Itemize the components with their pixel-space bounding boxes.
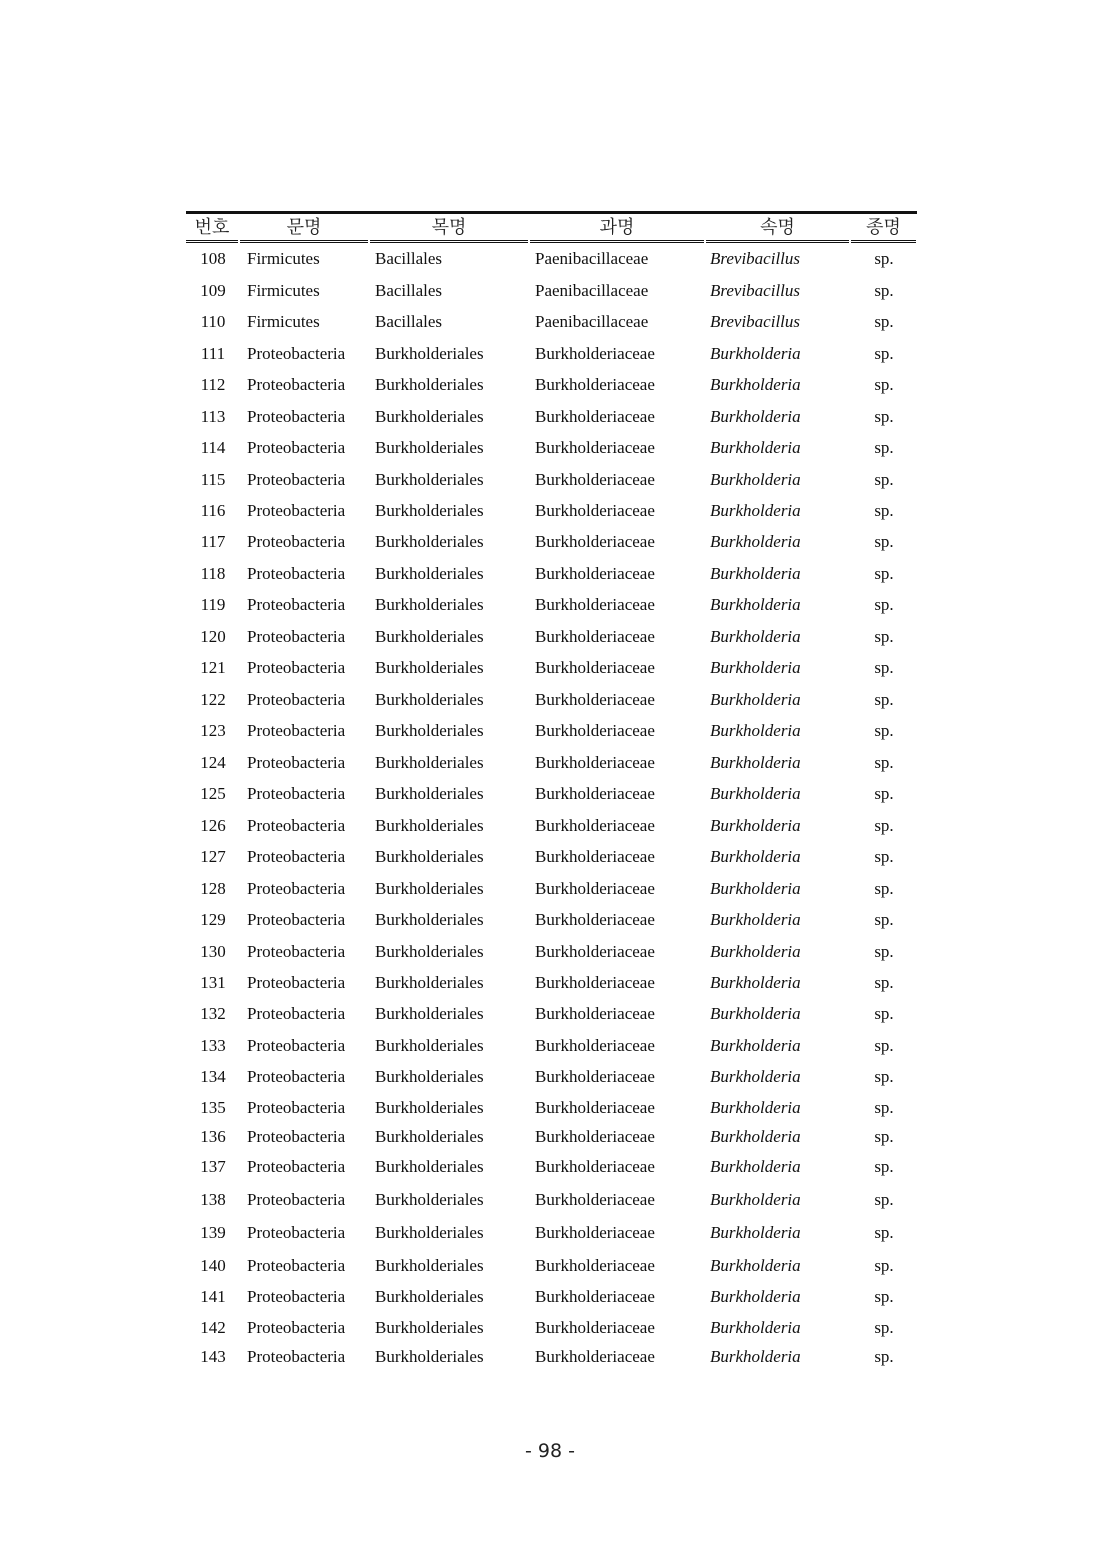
cell-family: Burkholderiaceae	[535, 469, 655, 489]
cell-phylum: Proteobacteria	[247, 847, 346, 867]
cell-number: 116	[200, 500, 226, 520]
table-row	[186, 999, 917, 1030]
table-row	[186, 527, 917, 558]
cell-order: Burkholderiales	[375, 626, 484, 646]
cell-number: 118	[200, 563, 226, 583]
cell-order: Burkholderiales	[375, 1004, 484, 1024]
cell-species: sp.	[874, 752, 894, 772]
cell-number: 132	[200, 1004, 226, 1024]
cell-genus: Burkholderia	[710, 973, 801, 993]
cell-phylum: Proteobacteria	[247, 1317, 346, 1337]
cell-genus: Brevibacillus	[710, 280, 801, 300]
table-row	[186, 558, 917, 589]
cell-family: Paenibacillaceae	[535, 280, 649, 300]
table-row	[186, 653, 917, 684]
cell-number: 137	[200, 1156, 226, 1176]
table-row	[186, 1313, 917, 1343]
cell-number: 124	[200, 752, 226, 772]
cell-order: Burkholderiales	[375, 878, 484, 898]
cell-number: 108	[200, 249, 226, 269]
cell-species: sp.	[874, 249, 894, 269]
cell-genus: Burkholderia	[710, 469, 801, 489]
cell-number: 110	[200, 312, 226, 332]
cell-family: Burkholderiaceae	[535, 815, 655, 835]
cell-family: Burkholderiaceae	[535, 438, 655, 458]
cell-species: sp.	[874, 721, 894, 741]
cell-family: Burkholderiaceae	[535, 343, 655, 363]
cell-genus: Burkholderia	[710, 941, 801, 961]
cell-order: Burkholderiales	[375, 1067, 484, 1087]
table-row	[186, 1122, 917, 1151]
cell-phylum: Proteobacteria	[247, 658, 346, 678]
cell-phylum: Proteobacteria	[247, 1004, 346, 1024]
cell-order: Burkholderiales	[375, 1223, 484, 1243]
cell-number: 138	[200, 1189, 226, 1209]
table-row	[186, 1093, 917, 1122]
header-species: 종명	[851, 214, 916, 243]
cell-phylum: Proteobacteria	[247, 1223, 346, 1243]
cell-genus: Burkholderia	[710, 815, 801, 835]
cell-species: sp.	[874, 1287, 894, 1307]
cell-species: sp.	[874, 784, 894, 804]
cell-phylum: Firmicutes	[247, 280, 320, 300]
table-row	[186, 432, 917, 463]
cell-number: 122	[200, 689, 226, 709]
table-row	[186, 1030, 917, 1061]
table-row	[186, 716, 917, 747]
cell-phylum: Proteobacteria	[247, 1189, 346, 1209]
table-row	[186, 747, 917, 778]
cell-phylum: Proteobacteria	[247, 406, 346, 426]
cell-family: Burkholderiaceae	[535, 532, 655, 552]
cell-order: Bacillales	[375, 280, 443, 300]
cell-family: Burkholderiaceae	[535, 1223, 655, 1243]
cell-phylum: Proteobacteria	[247, 941, 346, 961]
cell-number: 143	[200, 1346, 226, 1366]
cell-number: 130	[200, 941, 226, 961]
table-row	[186, 904, 917, 935]
table-row	[186, 1183, 917, 1217]
cell-phylum: Proteobacteria	[247, 1287, 346, 1307]
cell-genus: Burkholderia	[710, 1346, 801, 1366]
cell-family: Burkholderiaceae	[535, 1255, 655, 1275]
cell-number: 139	[200, 1223, 226, 1243]
cell-phylum: Firmicutes	[247, 249, 320, 269]
cell-phylum: Proteobacteria	[247, 689, 346, 709]
cell-species: sp.	[874, 626, 894, 646]
cell-family: Burkholderiaceae	[535, 1004, 655, 1024]
cell-family: Paenibacillaceae	[535, 249, 649, 269]
cell-family: Burkholderiaceae	[535, 784, 655, 804]
table-body	[186, 244, 917, 1371]
cell-family: Burkholderiaceae	[535, 406, 655, 426]
cell-species: sp.	[874, 1223, 894, 1243]
cell-number: 136	[200, 1126, 226, 1146]
cell-genus: Burkholderia	[710, 784, 801, 804]
cell-species: sp.	[874, 1255, 894, 1275]
cell-order: Burkholderiales	[375, 1287, 484, 1307]
cell-phylum: Proteobacteria	[247, 1255, 346, 1275]
cell-genus: Burkholderia	[710, 1126, 801, 1146]
cell-family: Burkholderiaceae	[535, 1317, 655, 1337]
cell-genus: Burkholderia	[710, 1287, 801, 1307]
cell-phylum: Proteobacteria	[247, 438, 346, 458]
cell-genus: Burkholderia	[710, 375, 801, 395]
cell-family: Burkholderiaceae	[535, 1156, 655, 1176]
cell-family: Burkholderiaceae	[535, 973, 655, 993]
cell-species: sp.	[874, 532, 894, 552]
cell-order: Burkholderiales	[375, 1255, 484, 1275]
cell-family: Burkholderiaceae	[535, 1067, 655, 1087]
table-row	[186, 778, 917, 809]
table-row	[186, 338, 917, 369]
cell-family: Paenibacillaceae	[535, 312, 649, 332]
cell-order: Burkholderiales	[375, 375, 484, 395]
table-row	[186, 621, 917, 652]
cell-species: sp.	[874, 1156, 894, 1176]
cell-order: Burkholderiales	[375, 595, 484, 615]
cell-number: 134	[200, 1067, 226, 1087]
cell-species: sp.	[874, 469, 894, 489]
cell-family: Burkholderiaceae	[535, 1189, 655, 1209]
cell-order: Burkholderiales	[375, 469, 484, 489]
cell-family: Burkholderiaceae	[535, 689, 655, 709]
cell-genus: Burkholderia	[710, 752, 801, 772]
cell-order: Burkholderiales	[375, 784, 484, 804]
cell-species: sp.	[874, 910, 894, 930]
cell-species: sp.	[874, 658, 894, 678]
header-family: 과명	[530, 214, 704, 243]
cell-genus: Brevibacillus	[710, 249, 801, 269]
cell-genus: Burkholderia	[710, 1317, 801, 1337]
table-row	[186, 1217, 917, 1251]
cell-species: sp.	[874, 1317, 894, 1337]
header-genus: 속명	[706, 214, 849, 243]
cell-number: 120	[200, 626, 226, 646]
cell-order: Burkholderiales	[375, 1317, 484, 1337]
cell-order: Burkholderiales	[375, 1189, 484, 1209]
cell-genus: Burkholderia	[710, 343, 801, 363]
cell-order: Burkholderiales	[375, 532, 484, 552]
cell-species: sp.	[874, 973, 894, 993]
cell-phylum: Proteobacteria	[247, 721, 346, 741]
cell-number: 119	[200, 595, 226, 615]
cell-family: Burkholderiaceae	[535, 563, 655, 583]
cell-genus: Burkholderia	[710, 1097, 801, 1117]
cell-family: Burkholderiaceae	[535, 1097, 655, 1117]
cell-phylum: Proteobacteria	[247, 343, 346, 363]
cell-number: 113	[200, 406, 226, 426]
cell-genus: Burkholderia	[710, 1067, 801, 1087]
cell-order: Bacillales	[375, 312, 443, 332]
cell-phylum: Proteobacteria	[247, 563, 346, 583]
table-header-row	[186, 211, 917, 243]
table-row	[186, 1282, 917, 1314]
cell-order: Burkholderiales	[375, 1156, 484, 1176]
cell-genus: Burkholderia	[710, 658, 801, 678]
cell-order: Burkholderiales	[375, 500, 484, 520]
cell-family: Burkholderiaceae	[535, 1346, 655, 1366]
cell-species: sp.	[874, 500, 894, 520]
table-row	[186, 401, 917, 432]
cell-phylum: Proteobacteria	[247, 1067, 346, 1087]
cell-order: Bacillales	[375, 249, 443, 269]
cell-order: Burkholderiales	[375, 689, 484, 709]
cell-order: Burkholderiales	[375, 847, 484, 867]
cell-species: sp.	[874, 847, 894, 867]
header-order: 목명	[370, 214, 528, 243]
cell-species: sp.	[874, 1097, 894, 1117]
cell-order: Burkholderiales	[375, 343, 484, 363]
cell-phylum: Proteobacteria	[247, 973, 346, 993]
cell-phylum: Proteobacteria	[247, 910, 346, 930]
table-row	[186, 873, 917, 904]
cell-genus: Burkholderia	[710, 500, 801, 520]
cell-order: Burkholderiales	[375, 721, 484, 741]
cell-species: sp.	[874, 1126, 894, 1146]
cell-genus: Burkholderia	[710, 721, 801, 741]
cell-species: sp.	[874, 1035, 894, 1055]
table-row	[186, 841, 917, 872]
cell-genus: Burkholderia	[710, 1004, 801, 1024]
cell-phylum: Proteobacteria	[247, 878, 346, 898]
cell-species: sp.	[874, 1346, 894, 1366]
cell-phylum: Proteobacteria	[247, 815, 346, 835]
cell-genus: Burkholderia	[710, 626, 801, 646]
table-row	[186, 1062, 917, 1093]
cell-number: 109	[200, 280, 226, 300]
cell-genus: Burkholderia	[710, 563, 801, 583]
header-number: 번호	[186, 214, 238, 243]
taxonomy-table	[186, 211, 917, 1371]
cell-number: 131	[200, 973, 226, 993]
cell-phylum: Proteobacteria	[247, 626, 346, 646]
cell-number: 128	[200, 878, 226, 898]
cell-order: Burkholderiales	[375, 658, 484, 678]
cell-genus: Burkholderia	[710, 532, 801, 552]
table-row	[186, 369, 917, 400]
cell-number: 125	[200, 784, 226, 804]
cell-number: 115	[200, 469, 226, 489]
cell-species: sp.	[874, 1189, 894, 1209]
cell-species: sp.	[874, 406, 894, 426]
table-row	[186, 684, 917, 715]
cell-phylum: Proteobacteria	[247, 595, 346, 615]
cell-genus: Burkholderia	[710, 689, 801, 709]
cell-genus: Burkholderia	[710, 438, 801, 458]
header-phylum: 문명	[240, 214, 368, 243]
cell-genus: Burkholderia	[710, 847, 801, 867]
cell-family: Burkholderiaceae	[535, 1035, 655, 1055]
cell-species: sp.	[874, 1004, 894, 1024]
cell-order: Burkholderiales	[375, 1126, 484, 1146]
cell-family: Burkholderiaceae	[535, 1126, 655, 1146]
cell-phylum: Proteobacteria	[247, 532, 346, 552]
cell-phylum: Proteobacteria	[247, 1346, 346, 1366]
cell-species: sp.	[874, 280, 894, 300]
cell-family: Burkholderiaceae	[535, 375, 655, 395]
cell-genus: Burkholderia	[710, 1035, 801, 1055]
cell-genus: Brevibacillus	[710, 312, 801, 332]
cell-species: sp.	[874, 595, 894, 615]
cell-number: 129	[200, 910, 226, 930]
cell-species: sp.	[874, 343, 894, 363]
cell-family: Burkholderiaceae	[535, 721, 655, 741]
cell-family: Burkholderiaceae	[535, 752, 655, 772]
cell-number: 123	[200, 721, 226, 741]
cell-family: Burkholderiaceae	[535, 847, 655, 867]
cell-phylum: Proteobacteria	[247, 500, 346, 520]
cell-genus: Burkholderia	[710, 878, 801, 898]
table-row	[186, 275, 917, 306]
cell-order: Burkholderiales	[375, 1346, 484, 1366]
cell-family: Burkholderiaceae	[535, 910, 655, 930]
cell-family: Burkholderiaceae	[535, 658, 655, 678]
cell-species: sp.	[874, 312, 894, 332]
table-row	[186, 464, 917, 495]
cell-species: sp.	[874, 941, 894, 961]
cell-phylum: Proteobacteria	[247, 1126, 346, 1146]
table-row	[186, 244, 917, 275]
cell-species: sp.	[874, 815, 894, 835]
cell-order: Burkholderiales	[375, 1035, 484, 1055]
cell-phylum: Proteobacteria	[247, 1156, 346, 1176]
table-row	[186, 936, 917, 967]
cell-species: sp.	[874, 375, 894, 395]
table-row	[186, 495, 917, 526]
cell-phylum: Proteobacteria	[247, 1035, 346, 1055]
cell-number: 114	[200, 438, 226, 458]
cell-family: Burkholderiaceae	[535, 500, 655, 520]
table-row	[186, 1343, 917, 1371]
cell-species: sp.	[874, 689, 894, 709]
cell-genus: Burkholderia	[710, 1255, 801, 1275]
cell-order: Burkholderiales	[375, 910, 484, 930]
cell-species: sp.	[874, 1067, 894, 1087]
cell-order: Burkholderiales	[375, 752, 484, 772]
cell-genus: Burkholderia	[710, 406, 801, 426]
page-number: - 98 -	[525, 1440, 575, 1462]
cell-number: 126	[200, 815, 226, 835]
table-row	[186, 590, 917, 621]
table-row	[186, 306, 917, 337]
cell-order: Burkholderiales	[375, 438, 484, 458]
cell-order: Burkholderiales	[375, 815, 484, 835]
cell-number: 111	[200, 343, 226, 363]
cell-number: 140	[200, 1255, 226, 1275]
cell-family: Burkholderiaceae	[535, 1287, 655, 1307]
table-row	[186, 810, 917, 841]
table-row	[186, 967, 917, 998]
cell-number: 127	[200, 847, 226, 867]
cell-number: 133	[200, 1035, 226, 1055]
cell-number: 142	[200, 1317, 226, 1337]
cell-number: 117	[200, 532, 226, 552]
cell-genus: Burkholderia	[710, 1156, 801, 1176]
table-row	[186, 1151, 917, 1183]
cell-genus: Burkholderia	[710, 910, 801, 930]
cell-number: 121	[200, 658, 226, 678]
cell-family: Burkholderiaceae	[535, 941, 655, 961]
cell-genus: Burkholderia	[710, 595, 801, 615]
cell-phylum: Proteobacteria	[247, 375, 346, 395]
cell-phylum: Proteobacteria	[247, 469, 346, 489]
cell-order: Burkholderiales	[375, 563, 484, 583]
cell-phylum: Proteobacteria	[247, 1097, 346, 1117]
cell-order: Burkholderiales	[375, 1097, 484, 1117]
cell-phylum: Firmicutes	[247, 312, 320, 332]
cell-phylum: Proteobacteria	[247, 752, 346, 772]
cell-number: 135	[200, 1097, 226, 1117]
cell-species: sp.	[874, 878, 894, 898]
cell-species: sp.	[874, 438, 894, 458]
cell-species: sp.	[874, 563, 894, 583]
cell-number: 112	[200, 375, 226, 395]
cell-number: 141	[200, 1287, 226, 1307]
cell-family: Burkholderiaceae	[535, 626, 655, 646]
cell-family: Burkholderiaceae	[535, 595, 655, 615]
cell-order: Burkholderiales	[375, 941, 484, 961]
cell-order: Burkholderiales	[375, 406, 484, 426]
cell-order: Burkholderiales	[375, 973, 484, 993]
cell-genus: Burkholderia	[710, 1189, 801, 1209]
cell-family: Burkholderiaceae	[535, 878, 655, 898]
table-row	[186, 1250, 917, 1282]
cell-phylum: Proteobacteria	[247, 784, 346, 804]
cell-genus: Burkholderia	[710, 1223, 801, 1243]
